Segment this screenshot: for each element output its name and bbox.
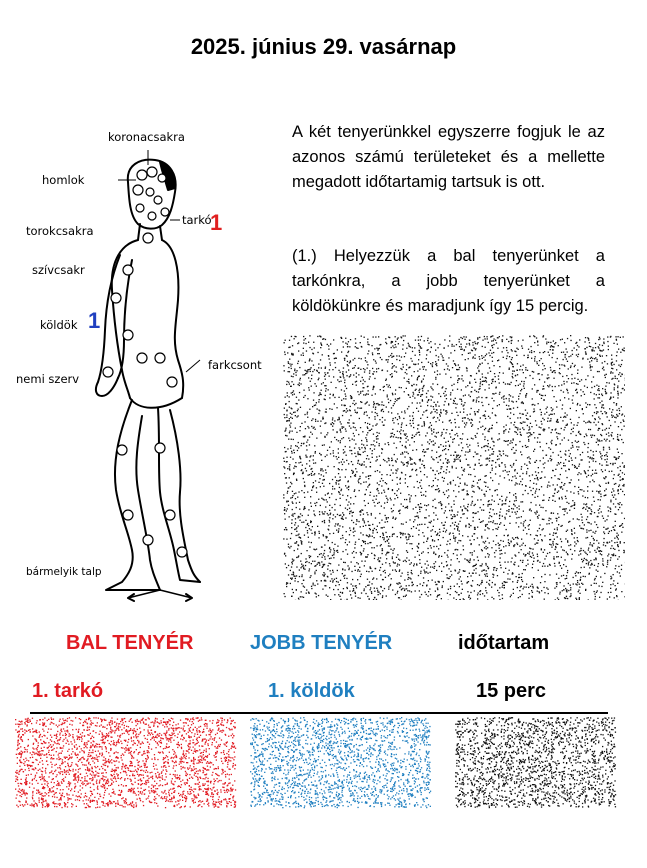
- row-1-ido: 15 perc: [476, 680, 547, 702]
- label-homlok: homlok: [42, 173, 85, 187]
- page-title: 2025. június 29. vasárnap: [190, 34, 457, 59]
- step-paragraph: (1.) Helyezzük a bal tenyerünket a tarkónkra, a jobb tenyerünket a köldökünkre és maradjunk így 15 percig.: [292, 247, 605, 315]
- header-jobb-tenyer: JOBB TENYÉR: [250, 632, 393, 654]
- instruction-paragraph: A két tenyerünkkel egyszerre fogjuk le az azonos számú területeket és a mellette megadott időtartamig tartsuk is ott.: [292, 123, 605, 191]
- label-koldok: köldök: [40, 318, 78, 332]
- header-bal-tenyer: BAL TENYÉR: [66, 632, 194, 654]
- label-szivcsakra: szívcsakr: [32, 263, 85, 277]
- obscured-rows-noise: [0, 712, 647, 812]
- label-tarko: tarkó: [182, 213, 212, 227]
- body-figure: [10, 120, 275, 605]
- label-farkcsont: farkcsont: [208, 358, 262, 372]
- marker-1-red: 1: [210, 210, 223, 235]
- label-koronacsakra: koronacsakra: [108, 130, 185, 144]
- marker-1-blue: 1: [88, 308, 101, 333]
- label-nemi-szerv: nemi szerv: [16, 372, 80, 386]
- header-idotartam: időtartam: [458, 632, 550, 654]
- obscured-text-noise: [283, 335, 625, 600]
- label-barmelyik-talp: bármelyik talp: [26, 566, 102, 578]
- row-1-bal: 1. tarkó: [32, 680, 104, 702]
- label-torokcsakra: torokcsakra: [26, 224, 94, 238]
- row-1-jobb: 1. köldök: [268, 680, 355, 702]
